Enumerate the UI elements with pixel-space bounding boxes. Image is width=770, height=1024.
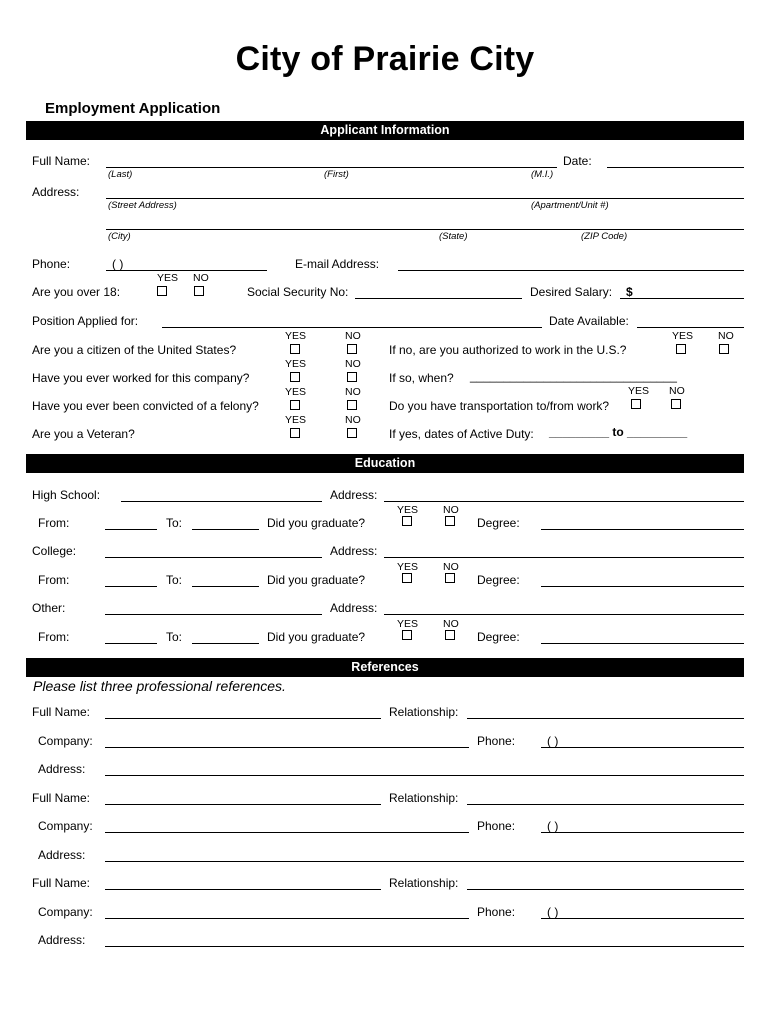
- transport-question: Do you have transportation to/from work?: [389, 399, 610, 413]
- ref1-name-field[interactable]: [105, 718, 381, 719]
- page-title: City of Prairie City: [235, 40, 535, 78]
- worked-no-checkbox[interactable]: [347, 372, 357, 382]
- transport-yes-label: YES: [628, 385, 650, 397]
- zip-sublabel: (ZIP Code): [581, 231, 628, 242]
- phone-field[interactable]: [106, 270, 267, 271]
- felony-question: Have you ever been convicted of a felony?: [32, 399, 259, 413]
- worked-yes-checkbox[interactable]: [290, 372, 300, 382]
- college-to-label: To:: [166, 573, 183, 587]
- other-address-label: Address:: [330, 601, 378, 615]
- ref1-phone-field[interactable]: [541, 747, 744, 748]
- college-no-label: NO: [443, 561, 459, 573]
- ref1-company-label: Company:: [38, 734, 93, 748]
- over18-yes-label: YES: [157, 272, 179, 284]
- ref3-name-field[interactable]: [105, 889, 381, 890]
- references-instruction: Please list three professional references.: [33, 678, 286, 694]
- first-sublabel: (First): [324, 169, 349, 180]
- authorized-question: If no, are you authorized to work in the U.S.?: [389, 343, 627, 357]
- citizen-no-checkbox[interactable]: [347, 344, 357, 354]
- hs-degree-label: Degree:: [477, 516, 520, 530]
- worked-question: Have you ever worked for this company?: [32, 371, 250, 385]
- ref3-relationship-label: Relationship:: [389, 876, 459, 890]
- college-degree-field[interactable]: [541, 586, 744, 587]
- ref3-name-label: Full Name:: [32, 876, 91, 890]
- over18-label: Are you over 18:: [32, 285, 121, 299]
- other-to-label: To:: [166, 630, 183, 644]
- street-address-field[interactable]: [106, 198, 744, 199]
- ref1-relationship-label: Relationship:: [389, 705, 459, 719]
- last-sublabel: (Last): [108, 169, 133, 180]
- phone-area-code: ( ): [112, 257, 124, 271]
- other-label: Other:: [32, 601, 66, 615]
- ref2-name-label: Full Name:: [32, 791, 91, 805]
- date-available-label: Date Available:: [549, 314, 629, 328]
- apt-sublabel: (Apartment/Unit #): [531, 200, 609, 211]
- ssn-label: Social Security No:: [247, 285, 349, 299]
- other-degree-label: Degree:: [477, 630, 520, 644]
- ref3-address-field[interactable]: [105, 946, 744, 947]
- ref3-address-label: Address:: [38, 933, 86, 947]
- ref2-address-field[interactable]: [105, 861, 744, 862]
- hs-address-field[interactable]: [384, 501, 744, 502]
- ref2-company-field[interactable]: [105, 832, 469, 833]
- hs-from-field[interactable]: [105, 529, 157, 530]
- email-field[interactable]: [398, 270, 744, 271]
- email-label: E-mail Address:: [295, 257, 380, 271]
- college-address-label: Address:: [330, 544, 378, 558]
- other-field[interactable]: [105, 614, 322, 615]
- other-from-label: From:: [38, 630, 70, 644]
- if-so-label: If so, when?: [389, 371, 454, 385]
- hs-from-label: From:: [38, 516, 70, 530]
- ref1-relationship-field[interactable]: [467, 718, 744, 719]
- salary-field[interactable]: [620, 298, 744, 299]
- college-yes-label: YES: [397, 561, 419, 573]
- transport-no-label: NO: [669, 385, 685, 397]
- ref2-relationship-label: Relationship:: [389, 791, 459, 805]
- address-label: Address:: [32, 185, 80, 199]
- active-duty-label: If yes, dates of Active Duty:: [389, 427, 534, 441]
- section-header-applicant: Applicant Information: [26, 121, 744, 140]
- authorized-yes-checkbox[interactable]: [676, 344, 686, 354]
- ref3-phone-field[interactable]: [541, 918, 744, 919]
- position-field[interactable]: [162, 327, 542, 328]
- ref3-phone-area: ( ): [547, 905, 559, 919]
- veteran-no-checkbox[interactable]: [347, 428, 357, 438]
- other-graduate-yes-checkbox[interactable]: [402, 630, 412, 640]
- ref2-phone-area: ( ): [547, 819, 559, 833]
- dollar-sign: $: [626, 285, 633, 299]
- college-from-field[interactable]: [105, 586, 157, 587]
- college-graduate-no-checkbox[interactable]: [445, 573, 455, 583]
- city-state-zip-field[interactable]: [106, 229, 744, 230]
- date-label: Date:: [563, 154, 592, 168]
- over18-no-label: NO: [193, 272, 209, 284]
- ref1-name-label: Full Name:: [32, 705, 91, 719]
- college-label: College:: [32, 544, 77, 558]
- other-yes-label: YES: [397, 618, 419, 630]
- college-from-label: From:: [38, 573, 70, 587]
- hs-yes-label: YES: [397, 504, 419, 516]
- college-field[interactable]: [105, 557, 322, 558]
- other-from-field[interactable]: [105, 643, 157, 644]
- other-graduate-label: Did you graduate?: [267, 630, 366, 644]
- veteran-yes-checkbox[interactable]: [290, 428, 300, 438]
- other-to-field[interactable]: [192, 643, 259, 644]
- over18-yes-checkbox[interactable]: [157, 286, 167, 296]
- ref3-relationship-field[interactable]: [467, 889, 744, 890]
- form-subtitle: Employment Application: [45, 100, 221, 117]
- ssn-field[interactable]: [355, 298, 522, 299]
- salary-label: Desired Salary:: [530, 285, 613, 299]
- hs-degree-field[interactable]: [541, 529, 744, 530]
- other-no-label: NO: [443, 618, 459, 630]
- hs-address-label: Address:: [330, 488, 378, 502]
- street-sublabel: (Street Address): [108, 200, 177, 211]
- citizen-yes-checkbox[interactable]: [290, 344, 300, 354]
- ref1-address-field[interactable]: [105, 775, 744, 776]
- full-name-field[interactable]: [106, 167, 557, 168]
- date-field[interactable]: [607, 167, 744, 168]
- high-school-field[interactable]: [121, 501, 322, 502]
- active-duty-dates[interactable]: _________ to _________: [549, 425, 688, 439]
- ref2-company-label: Company:: [38, 819, 93, 833]
- state-sublabel: (State): [439, 231, 468, 242]
- felony-no-checkbox[interactable]: [347, 400, 357, 410]
- ref1-address-label: Address:: [38, 762, 86, 776]
- ref2-relationship-field[interactable]: [467, 804, 744, 805]
- over18-no-checkbox[interactable]: [194, 286, 204, 296]
- ref3-company-label: Company:: [38, 905, 93, 919]
- position-label: Position Applied for:: [32, 314, 139, 328]
- felony-yes-label: YES: [285, 386, 307, 398]
- college-address-field[interactable]: [384, 557, 744, 558]
- citizen-yes-label: YES: [285, 330, 307, 342]
- hs-to-field[interactable]: [192, 529, 259, 530]
- citizen-no-label: NO: [345, 330, 361, 342]
- section-header-references: References: [26, 658, 744, 677]
- full-name-label: Full Name:: [32, 154, 91, 168]
- felony-yes-checkbox[interactable]: [290, 400, 300, 410]
- veteran-question: Are you a Veteran?: [32, 427, 135, 441]
- authorized-no-label: NO: [718, 330, 734, 342]
- felony-no-label: NO: [345, 386, 361, 398]
- college-to-field[interactable]: [192, 586, 259, 587]
- authorized-yes-label: YES: [672, 330, 694, 342]
- hs-no-label: NO: [443, 504, 459, 516]
- college-graduate-label: Did you graduate?: [267, 573, 366, 587]
- mi-sublabel: (M.I.): [531, 169, 554, 180]
- hs-graduate-label: Did you graduate?: [267, 516, 366, 530]
- other-address-field[interactable]: [384, 614, 744, 615]
- if-so-field[interactable]: _______________________________: [470, 369, 677, 383]
- ref1-phone-area: ( ): [547, 734, 559, 748]
- ref2-address-label: Address:: [38, 848, 86, 862]
- veteran-yes-label: YES: [285, 414, 307, 426]
- ref3-company-field[interactable]: [105, 918, 469, 919]
- transport-yes-checkbox[interactable]: [631, 399, 641, 409]
- college-degree-label: Degree:: [477, 573, 520, 587]
- authorized-no-checkbox[interactable]: [719, 344, 729, 354]
- college-graduate-yes-checkbox[interactable]: [402, 573, 412, 583]
- transport-no-checkbox[interactable]: [671, 399, 681, 409]
- citizen-question: Are you a citizen of the United States?: [32, 343, 237, 357]
- phone-label: Phone:: [32, 257, 71, 271]
- hs-graduate-yes-checkbox[interactable]: [402, 516, 412, 526]
- date-available-field[interactable]: [637, 327, 744, 328]
- high-school-label: High School:: [32, 488, 101, 502]
- ref3-phone-label: Phone:: [477, 905, 516, 919]
- worked-yes-label: YES: [285, 358, 307, 370]
- other-degree-field[interactable]: [541, 643, 744, 644]
- worked-no-label: NO: [345, 358, 361, 370]
- hs-to-label: To:: [166, 516, 183, 530]
- veteran-no-label: NO: [345, 414, 361, 426]
- hs-graduate-no-checkbox[interactable]: [445, 516, 455, 526]
- city-sublabel: (City): [108, 231, 131, 242]
- ref1-phone-label: Phone:: [477, 734, 516, 748]
- ref2-phone-label: Phone:: [477, 819, 516, 833]
- section-header-education: Education: [26, 454, 744, 473]
- ref2-name-field[interactable]: [105, 804, 381, 805]
- ref2-phone-field[interactable]: [541, 832, 744, 833]
- ref1-company-field[interactable]: [105, 747, 469, 748]
- other-graduate-no-checkbox[interactable]: [445, 630, 455, 640]
